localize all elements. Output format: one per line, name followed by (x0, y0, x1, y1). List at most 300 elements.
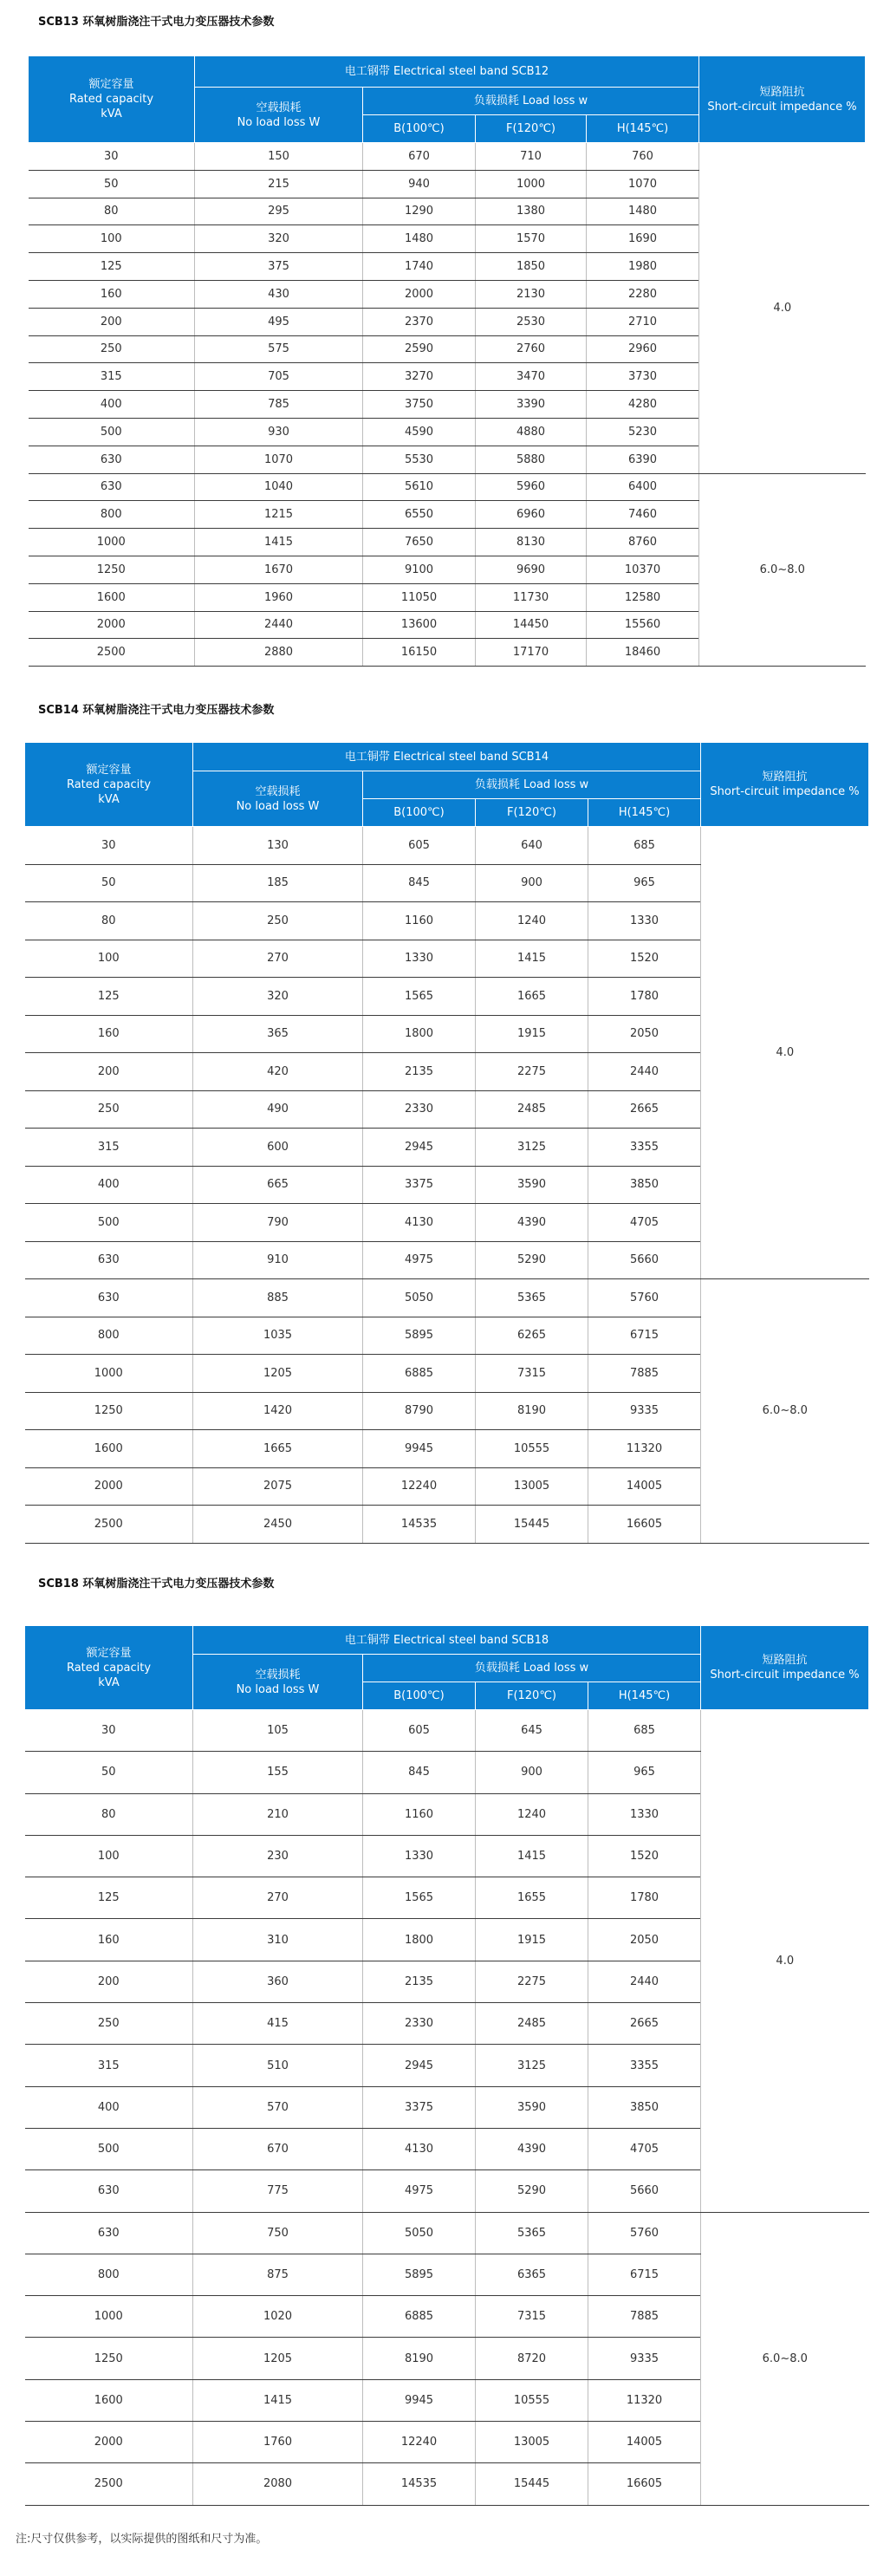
f-loss-cell: 710 (476, 143, 587, 171)
f-loss-cell: 6265 (476, 1317, 588, 1355)
noload-cell: 490 (193, 1090, 363, 1129)
noload-cell: 105 (193, 1710, 363, 1752)
noload-cell: 320 (195, 225, 363, 253)
capacity-cell: 630 (25, 1279, 193, 1317)
noload-cell: 775 (193, 2170, 363, 2212)
capacity-header-line: kVA (98, 792, 120, 806)
header-row (29, 56, 866, 88)
b-loss-cell: 8190 (363, 2338, 476, 2379)
f-loss-cell: 1415 (476, 940, 588, 978)
spec-table (28, 55, 866, 667)
impedance-cell: 6.0~8.0 (701, 2212, 869, 2505)
f-loss-cell: 8720 (476, 2338, 588, 2379)
impedance-header-line: Short-circuit impedance % (710, 1669, 860, 1682)
b-loss-cell: 4975 (363, 2170, 476, 2212)
capacity-cell: 125 (25, 1877, 193, 1919)
f-loss-cell: 1415 (476, 1835, 588, 1877)
noload-cell: 430 (195, 280, 363, 308)
f-loss-cell: 13005 (476, 1467, 588, 1506)
noload-cell: 420 (193, 1053, 363, 1091)
b-loss-cell: 9945 (363, 2379, 476, 2421)
b-loss-cell: 14535 (363, 2463, 476, 2505)
impedance-cell: 6.0~8.0 (699, 473, 866, 667)
h-loss-cell: 1980 (587, 253, 699, 281)
h-loss-cell: 6400 (587, 473, 699, 501)
b-loss-cell: 4130 (363, 2128, 476, 2169)
f-loss-cell: 17170 (476, 639, 587, 667)
capacity-header-line: 额定容量 (86, 1646, 132, 1660)
noload-cell: 670 (193, 2128, 363, 2169)
noload-cell: 2440 (195, 611, 363, 639)
capacity-cell: 400 (29, 391, 195, 419)
f-loss-cell: 15445 (476, 2463, 588, 2505)
noload-cell: 1070 (195, 446, 363, 473)
b-loss-cell: 3270 (363, 363, 476, 391)
capacity-cell: 1600 (29, 583, 195, 611)
h-loss-cell: 1330 (588, 902, 701, 940)
h-loss-cell: 6715 (588, 1317, 701, 1355)
noload-cell: 130 (193, 827, 363, 865)
noload-cell: 415 (193, 2003, 363, 2045)
noload-cell: 2880 (195, 639, 363, 667)
h-loss-cell: 11320 (588, 1430, 701, 1468)
noload-cell: 375 (195, 253, 363, 281)
capacity-cell: 200 (29, 308, 195, 335)
capacity-cell: 400 (25, 1166, 193, 1204)
noload-cell: 230 (193, 1835, 363, 1877)
h-loss-cell: 18460 (587, 639, 699, 667)
noload-cell: 1020 (193, 2296, 363, 2338)
capacity-cell: 100 (29, 225, 195, 253)
table-row (25, 827, 869, 865)
h-temp-header: H(145℃) (588, 799, 701, 827)
capacity-cell: 400 (25, 2086, 193, 2128)
h-loss-cell: 2710 (587, 308, 699, 335)
f-loss-cell: 14450 (476, 611, 587, 639)
b-loss-cell: 3375 (363, 2086, 476, 2128)
capacity-cell: 1000 (29, 529, 195, 556)
f-loss-cell: 3590 (476, 2086, 588, 2128)
noload-cell: 1665 (193, 1430, 363, 1468)
f-loss-cell: 1380 (476, 198, 587, 225)
b-loss-cell: 8790 (363, 1392, 476, 1430)
capacity-cell: 1600 (25, 1430, 193, 1468)
b-loss-cell: 14535 (363, 1506, 476, 1544)
f-loss-cell: 1240 (476, 902, 588, 940)
load-loss-header: 负载损耗 Load loss w (363, 1655, 701, 1682)
h-loss-cell: 14005 (588, 1467, 701, 1506)
impedance-cell: 4.0 (699, 143, 866, 474)
table-title: SCB14 环氧树脂浇注干式电力变压器技术参数 (38, 704, 275, 717)
noload-header-line: No load loss W (237, 115, 321, 129)
f-loss-cell: 5960 (476, 473, 587, 501)
impedance-cell: 6.0~8.0 (701, 1279, 869, 1544)
b-loss-cell: 3375 (363, 1166, 476, 1204)
capacity-cell: 125 (25, 978, 193, 1016)
f-temp-header: F(120℃) (476, 799, 588, 827)
capacity-cell: 800 (25, 2254, 193, 2295)
capacity-cell: 250 (25, 1090, 193, 1129)
f-loss-cell: 1655 (476, 1877, 588, 1919)
capacity-cell: 1000 (25, 1355, 193, 1393)
f-loss-cell: 15445 (476, 1506, 588, 1544)
f-loss-cell: 13005 (476, 2422, 588, 2463)
b-loss-cell: 1480 (363, 225, 476, 253)
h-loss-cell: 15560 (587, 611, 699, 639)
f-loss-cell: 645 (476, 1710, 588, 1752)
noload-cell: 150 (195, 143, 363, 171)
capacity-cell: 315 (25, 1129, 193, 1167)
noload-cell: 1670 (195, 556, 363, 583)
f-loss-cell: 5880 (476, 446, 587, 473)
noload-cell: 665 (193, 1166, 363, 1204)
noload-cell: 1760 (193, 2422, 363, 2463)
noload-cell: 785 (195, 391, 363, 419)
table-title: SCB18 环氧树脂浇注干式电力变压器技术参数 (38, 1577, 275, 1590)
noload-cell: 270 (193, 1877, 363, 1919)
b-loss-cell: 5530 (363, 446, 476, 473)
table-row (29, 143, 866, 171)
b-loss-cell: 6885 (363, 2296, 476, 2338)
h-loss-cell: 1330 (588, 1793, 701, 1835)
capacity-cell: 2500 (25, 1506, 193, 1544)
f-temp-header: F(120℃) (476, 1682, 588, 1710)
capacity-cell: 1600 (25, 2379, 193, 2421)
impedance-header (701, 1626, 869, 1710)
h-loss-cell: 1690 (587, 225, 699, 253)
b-loss-cell: 1565 (363, 978, 476, 1016)
h-loss-cell: 2050 (588, 1015, 701, 1053)
noload-cell: 885 (193, 1279, 363, 1317)
header-row (25, 1626, 869, 1655)
f-loss-cell: 8130 (476, 529, 587, 556)
b-loss-cell: 6550 (363, 501, 476, 529)
impedance-header-line: 短路阻抗 (759, 85, 805, 99)
h-loss-cell: 4705 (588, 2128, 701, 2169)
b-loss-cell: 1800 (363, 1919, 476, 1961)
b-loss-cell: 1160 (363, 902, 476, 940)
capacity-cell: 630 (29, 446, 195, 473)
noload-header-line: 空载损耗 (255, 784, 301, 798)
capacity-header (29, 56, 195, 143)
f-loss-cell: 9690 (476, 556, 587, 583)
b-loss-cell: 11050 (363, 583, 476, 611)
h-loss-cell: 8760 (587, 529, 699, 556)
f-loss-cell: 6365 (476, 2254, 588, 2295)
b-loss-cell: 5895 (363, 2254, 476, 2295)
capacity-cell: 250 (29, 335, 195, 363)
b-loss-cell: 605 (363, 1710, 476, 1752)
h-temp-header: H(145℃) (588, 1682, 701, 1710)
b-loss-cell: 16150 (363, 639, 476, 667)
b-loss-cell: 2590 (363, 335, 476, 363)
capacity-cell: 2500 (25, 2463, 193, 2505)
noload-header (193, 771, 363, 827)
table-row (29, 473, 866, 501)
b-loss-cell: 1740 (363, 253, 476, 281)
h-loss-cell: 2050 (588, 1919, 701, 1961)
noload-cell: 575 (195, 335, 363, 363)
noload-cell: 360 (193, 1961, 363, 2002)
noload-cell: 250 (193, 902, 363, 940)
b-loss-cell: 12240 (363, 1467, 476, 1506)
b-loss-cell: 2135 (363, 1961, 476, 2002)
load-loss-header: 负载损耗 Load loss w (363, 771, 701, 799)
b-loss-cell: 605 (363, 827, 476, 865)
capacity-header (25, 743, 193, 827)
capacity-cell: 100 (25, 1835, 193, 1877)
noload-cell: 270 (193, 940, 363, 978)
b-loss-cell: 4590 (363, 418, 476, 446)
b-loss-cell: 2945 (363, 1129, 476, 1167)
b-loss-cell: 1290 (363, 198, 476, 225)
noload-cell: 210 (193, 1793, 363, 1835)
capacity-header-line: Rated capacity (66, 777, 152, 791)
noload-cell: 570 (193, 2086, 363, 2128)
capacity-cell: 800 (29, 501, 195, 529)
h-temp-header: H(145℃) (587, 115, 699, 143)
capacity-cell: 50 (29, 170, 195, 198)
h-loss-cell: 14005 (588, 2422, 701, 2463)
noload-header-line: No load loss W (236, 799, 320, 813)
b-loss-cell: 2000 (363, 280, 476, 308)
noload-cell: 1420 (193, 1392, 363, 1430)
capacity-cell: 1000 (25, 2296, 193, 2338)
h-loss-cell: 4705 (588, 1204, 701, 1242)
b-loss-cell: 1330 (363, 1835, 476, 1877)
f-loss-cell: 2275 (476, 1053, 588, 1091)
capacity-cell: 315 (29, 363, 195, 391)
capacity-cell: 30 (25, 827, 193, 865)
capacity-cell: 80 (29, 198, 195, 225)
h-loss-cell: 6390 (587, 446, 699, 473)
f-loss-cell: 1850 (476, 253, 587, 281)
table-row (25, 1279, 869, 1317)
h-loss-cell: 1480 (587, 198, 699, 225)
band-header: 电工铜带 Electrical steel band SCB18 (193, 1626, 701, 1655)
capacity-cell: 2000 (25, 1467, 193, 1506)
noload-header-line: No load loss W (236, 1682, 320, 1696)
capacity-cell: 1250 (25, 1392, 193, 1430)
capacity-header-line: kVA (98, 1675, 120, 1689)
b-loss-cell: 670 (363, 143, 476, 171)
capacity-cell: 630 (29, 473, 195, 501)
capacity-cell: 2000 (29, 611, 195, 639)
band-header: 电工铜带 Electrical steel band SCB14 (193, 743, 701, 771)
f-loss-cell: 7315 (476, 1355, 588, 1393)
f-temp-header: F(120℃) (476, 115, 587, 143)
footnote: 注:尺寸仅供参考，以实际提供的图纸和尺寸为准。 (16, 2533, 268, 2546)
f-loss-cell: 640 (476, 827, 588, 865)
noload-cell: 310 (193, 1919, 363, 1961)
impedance-header-line: Short-circuit impedance % (710, 785, 860, 798)
h-loss-cell: 12580 (587, 583, 699, 611)
f-loss-cell: 4880 (476, 418, 587, 446)
capacity-cell: 100 (25, 940, 193, 978)
b-loss-cell: 4130 (363, 1204, 476, 1242)
noload-cell: 875 (193, 2254, 363, 2295)
h-loss-cell: 2280 (587, 280, 699, 308)
capacity-header-line: 额定容量 (88, 78, 134, 91)
h-loss-cell: 9335 (588, 1392, 701, 1430)
b-loss-cell: 2945 (363, 2045, 476, 2086)
b-loss-cell: 12240 (363, 2422, 476, 2463)
noload-cell: 750 (193, 2212, 363, 2254)
load-loss-header: 负载损耗 Load loss w (363, 88, 699, 115)
h-loss-cell: 760 (587, 143, 699, 171)
noload-cell: 495 (195, 308, 363, 335)
f-loss-cell: 1000 (476, 170, 587, 198)
b-temp-header: B(100℃) (363, 1682, 476, 1710)
spec-table (24, 1625, 869, 2506)
h-loss-cell: 1780 (588, 978, 701, 1016)
f-loss-cell: 5365 (476, 2212, 588, 2254)
h-loss-cell: 2960 (587, 335, 699, 363)
capacity-cell: 80 (25, 1793, 193, 1835)
f-loss-cell: 6960 (476, 501, 587, 529)
noload-cell: 600 (193, 1129, 363, 1167)
capacity-header (25, 1626, 193, 1710)
spec-table (24, 742, 869, 1544)
h-loss-cell: 6715 (588, 2254, 701, 2295)
h-loss-cell: 1520 (588, 1835, 701, 1877)
b-loss-cell: 4975 (363, 1241, 476, 1279)
noload-cell: 705 (195, 363, 363, 391)
table-title: SCB13 环氧树脂浇注干式电力变压器技术参数 (38, 16, 275, 29)
f-loss-cell: 2760 (476, 335, 587, 363)
capacity-cell: 200 (25, 1961, 193, 2002)
noload-header-line: 空载损耗 (256, 101, 302, 114)
noload-cell: 1215 (195, 501, 363, 529)
b-loss-cell: 940 (363, 170, 476, 198)
b-loss-cell: 9100 (363, 556, 476, 583)
capacity-cell: 315 (25, 2045, 193, 2086)
h-loss-cell: 4280 (587, 391, 699, 419)
f-loss-cell: 1665 (476, 978, 588, 1016)
impedance-cell: 4.0 (701, 1710, 869, 2213)
h-loss-cell: 3850 (588, 1166, 701, 1204)
noload-cell: 185 (193, 864, 363, 902)
noload-cell: 295 (195, 198, 363, 225)
capacity-cell: 630 (25, 2212, 193, 2254)
f-loss-cell: 5365 (476, 1279, 588, 1317)
f-loss-cell: 2485 (476, 1090, 588, 1129)
h-loss-cell: 2665 (588, 1090, 701, 1129)
b-temp-header: B(100℃) (363, 799, 476, 827)
b-loss-cell: 1330 (363, 940, 476, 978)
impedance-header (699, 56, 866, 143)
noload-cell: 910 (193, 1241, 363, 1279)
capacity-cell: 160 (25, 1015, 193, 1053)
b-loss-cell: 845 (363, 1752, 476, 1793)
b-loss-cell: 5050 (363, 1279, 476, 1317)
noload-cell: 320 (193, 978, 363, 1016)
f-loss-cell: 3125 (476, 2045, 588, 2086)
f-loss-cell: 10555 (476, 2379, 588, 2421)
b-loss-cell: 6885 (363, 1355, 476, 1393)
capacity-header-line: kVA (101, 107, 122, 120)
capacity-cell: 800 (25, 1317, 193, 1355)
capacity-cell: 500 (25, 1204, 193, 1242)
impedance-cell: 4.0 (701, 827, 869, 1279)
noload-cell: 2080 (193, 2463, 363, 2505)
h-loss-cell: 16605 (588, 2463, 701, 2505)
f-loss-cell: 2485 (476, 2003, 588, 2045)
noload-cell: 215 (195, 170, 363, 198)
capacity-cell: 200 (25, 1053, 193, 1091)
table-row (25, 2212, 869, 2254)
b-loss-cell: 2370 (363, 308, 476, 335)
b-loss-cell: 1565 (363, 1877, 476, 1919)
h-loss-cell: 5660 (588, 1241, 701, 1279)
f-loss-cell: 3470 (476, 363, 587, 391)
b-loss-cell: 5895 (363, 1317, 476, 1355)
f-loss-cell: 1240 (476, 1793, 588, 1835)
h-loss-cell: 5660 (588, 2170, 701, 2212)
noload-cell: 930 (195, 418, 363, 446)
noload-cell: 1205 (193, 1355, 363, 1393)
capacity-cell: 2500 (29, 639, 195, 667)
capacity-cell: 50 (25, 864, 193, 902)
noload-cell: 155 (193, 1752, 363, 1793)
noload-cell: 2075 (193, 1467, 363, 1506)
h-loss-cell: 2440 (588, 1961, 701, 2002)
noload-cell: 790 (193, 1204, 363, 1242)
capacity-cell: 2000 (25, 2422, 193, 2463)
capacity-cell: 30 (29, 143, 195, 171)
f-loss-cell: 3390 (476, 391, 587, 419)
capacity-cell: 80 (25, 902, 193, 940)
h-loss-cell: 7460 (587, 501, 699, 529)
noload-cell: 1415 (193, 2379, 363, 2421)
noload-cell: 1205 (193, 2338, 363, 2379)
h-loss-cell: 7885 (588, 2296, 701, 2338)
band-header: 电工钢带 Electrical steel band SCB12 (195, 56, 699, 88)
noload-cell: 1035 (193, 1317, 363, 1355)
capacity-cell: 160 (25, 1919, 193, 1961)
noload-header (195, 88, 363, 143)
capacity-header-line: Rated capacity (68, 93, 154, 106)
f-loss-cell: 900 (476, 864, 588, 902)
noload-header-line: 空载损耗 (255, 1668, 301, 1682)
h-loss-cell: 3850 (588, 2086, 701, 2128)
h-loss-cell: 965 (588, 864, 701, 902)
b-loss-cell: 2135 (363, 1053, 476, 1091)
f-loss-cell: 1915 (476, 1919, 588, 1961)
h-loss-cell: 2665 (588, 2003, 701, 2045)
h-loss-cell: 7885 (588, 1355, 701, 1393)
noload-cell: 510 (193, 2045, 363, 2086)
header-row (25, 743, 869, 771)
impedance-header-line: 短路阻抗 (762, 1654, 808, 1667)
capacity-cell: 500 (29, 418, 195, 446)
f-loss-cell: 2130 (476, 280, 587, 308)
h-loss-cell: 11320 (588, 2379, 701, 2421)
h-loss-cell: 965 (588, 1752, 701, 1793)
impedance-header (701, 743, 869, 827)
f-loss-cell: 11730 (476, 583, 587, 611)
impedance-header-line: Short-circuit impedance % (707, 100, 857, 114)
b-loss-cell: 1800 (363, 1015, 476, 1053)
capacity-cell: 30 (25, 1710, 193, 1752)
b-loss-cell: 2330 (363, 2003, 476, 2045)
f-loss-cell: 2530 (476, 308, 587, 335)
noload-cell: 1960 (195, 583, 363, 611)
impedance-header-line: 短路阻抗 (762, 771, 808, 784)
h-loss-cell: 2440 (588, 1053, 701, 1091)
b-loss-cell: 1160 (363, 1793, 476, 1835)
capacity-cell: 630 (25, 1241, 193, 1279)
